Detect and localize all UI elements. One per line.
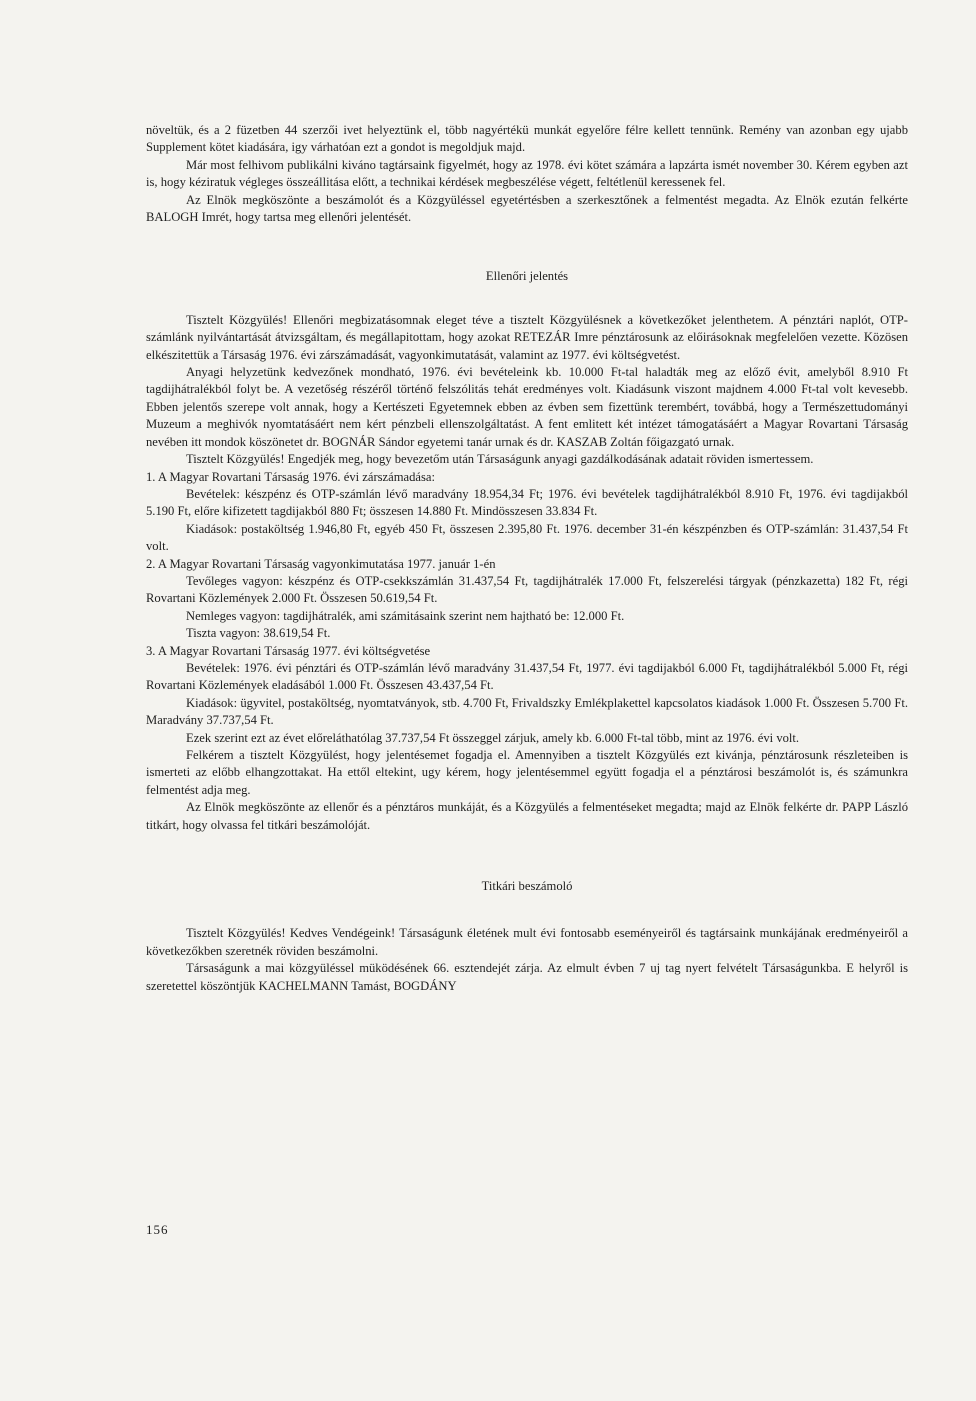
numbered-heading: 3. A Magyar Rovartani Társaság 1977. évi költségvetése bbox=[146, 643, 431, 658]
numbered-heading: 1. A Magyar Rovartani Társaság 1976. évi zárszámadása: bbox=[146, 469, 435, 484]
paragraph: Kiadások: postaköltség 1.946,80 Ft, egyéb 450 Ft, összesen 2.395,80 Ft. 1976. december 31-én készpénzben és OTP-számlán: 31.437,54 Ft volt. bbox=[146, 521, 908, 554]
paragraph: Tisztelt Közgyülés! Kedves Vendégeink! Társaságunk életének mult évi fontosabb eseményeiről és tagtársaink munkájának eredményeiről a következőkben szeretnék röviden beszámolni. bbox=[146, 926, 908, 958]
section-title-ellenori-jelentes: Ellenőri jelentés bbox=[485, 269, 569, 284]
numbered-heading: 2. A Magyar Rovartani Társaság vagyonkimutatása 1977. január 1-én bbox=[146, 556, 496, 571]
page-body bbox=[146, 122, 908, 995]
paragraph: Az Elnök megköszönte a beszámolót és a Közgyüléssel egyetértésben a szerkesztőnek a felmentést megadta. Az Elnök ezután felkérte BALOGH Imrét, hogy tartsa meg ellenőri jelentését. bbox=[146, 192, 908, 225]
paragraph: Bevételek: 1976. évi pénztári és OTP-számlán lévő maradvány 31.437,54 Ft, 1977. évi tagdijakból 6.000 Ft, tagdijhátralékból 5.000 Ft, régi Rovartani Közlemények eladásából 1.000 Ft. Összesen 43.437,54 Ft. bbox=[146, 660, 908, 693]
paragraph: Az Elnök megköszönte az ellenőr és a pénztáros munkáját, és a Közgyülés a felmentéseket megadta; majd az Elnök felkérte dr. PAPP László titkárt, hogy olvassa fel titkári beszámolóját. bbox=[146, 800, 908, 832]
paragraph: Felkérem a tisztelt Közgyülést, hogy jelentésemet fogadja el. Amennyiben a tisztelt Közgyülés ezt kivánja, pénztárosunk részleteiben is ismerteti az előbb elhangzottakat. Ha ettől eltekint, ugy kérem, hogy jelentésemmel együtt fogadja el a pénztárosi beszámolót is, és számunkra felmentést adja meg. bbox=[146, 748, 908, 797]
paragraph: Már most felhivom publikálni kiváno tagtársaink figyelmét, hogy az 1978. évi kötet számára a lapzárta ismét november 30. Kérem egyben azt is, hogy kéziratuk végleges összeállitása előtt, a technikai kérdések megbeszélése végett, feltétlenül keressenek fel. bbox=[146, 157, 908, 190]
paragraph: Tiszta vagyon: 38.619,54 Ft. bbox=[186, 626, 331, 641]
paragraph: növeltük, és a 2 füzetben 44 szerzői ivet helyeztünk el, több nagyértékü munkát egyelőre félre kellett tennünk. Remény van azonban egy ujabb Supplement kötet kiadására, igy várhatóan ezt a gondot is megoldjuk majd. bbox=[146, 123, 908, 155]
paragraph: Nemleges vagyon: tagdijhátralék, ami számitásaink szerint nem hajtható be: 12.000 Ft. bbox=[186, 608, 625, 623]
paragraph: Kiadások: ügyvitel, postaköltség, nyomtatványok, stb. 4.700 Ft, Frivaldszky Emlékplakettel kapcsolatos kiadások 1.000 Ft. Összesen 5.700 Ft. Maradvány 37.737,54 Ft. bbox=[146, 695, 908, 728]
paragraph: Bevételek: készpénz és OTP-számlán lévő maradvány 18.954,34 Ft; 1976. évi bevételek tagdijhátralékból 8.910 Ft, 1976. évi tagdijakból 5.190 Ft, előre kifizetett tagdijakból 880 Ft; összesen 14.880 Ft. Mindösszesen 33.834 Ft. bbox=[146, 486, 908, 519]
section-title-titkari-beszamolo: Titkári beszámoló bbox=[481, 879, 573, 894]
paragraph: Ezek szerint ezt az évet előreláthatólag 37.737,54 Ft összeggel zárjuk, amely kb. 6.000 Ft-tal több, mint az 1976. évi volt. bbox=[186, 730, 800, 745]
paragraph: Társaságunk a mai közgyüléssel müködésének 66. esztendejét zárja. Az elmult évben 7 uj tag nyert felvételt Társaságunkba. E helyről is szeretettel köszöntjük KACHELMANN Tamást, BOGDÁNY bbox=[146, 961, 908, 993]
page-number: 156 bbox=[146, 1222, 169, 1237]
paragraph: Tisztelt Közgyülés! Engedjék meg, hogy bevezetőm után Társaságunk anyagi gazdálkodásának adatait röviden ismertessem. bbox=[186, 452, 814, 467]
paragraph: Tevőleges vagyon: készpénz és OTP-csekkszámlán 31.437,54 Ft, tagdijhátralék 17.000 Ft, felszerelési tárgyak (pénzkazetta) 182 Ft, régi Rovartani Közlemények 2.000 Ft. Összesen 50.619,54 Ft. bbox=[146, 573, 908, 606]
paragraph: Anyagi helyzetünk kedvezőnek mondható, 1976. évi bevételeink kb. 10.000 Ft-tal haladták meg az előző évit, amelyből 8.910 Ft tagdijhátralékból folyt be. A vezetőség részéről történő felszólitás tehát eredményes volt. Kiadásunk viszont majdnem 4.000 Ft-tal volt kevesebb. Ebben jelentős szerepe volt annak, hogy a Kertészeti Egyetemnek ebben az évben sem fizettünk terembért, továbbá, hogy a Természettudományi Muzeum a meghivók nyomtatásáért nem kért pénzbeli ellenszolgáltatást. A fent emlitett két intézet támogatásáért a Magyar Rovartani Társaság nevében itt mondok köszönetet dr. BOGNÁR Sándor egyetemi tanár urnak és dr. KASZAB Zoltán főigazgató urnak. bbox=[146, 365, 908, 449]
paragraph: Tisztelt Közgyülés! Ellenőri megbizatásomnak eleget téve a tisztelt Közgyülésnek a következőket jelenthetem. A pénztári naplót, OTP-számlánk nyilvántartását átvizsgáltam, és megállapitottam, hogy azokat RETEZÁR Imre pénztárosunk az előirásoknak megfelelően vezette. Közösen elkészitettük a Társaság 1976. évi zárszámadását, vagyonkimutatását, valamint az 1977. évi költségvetést. bbox=[146, 312, 908, 362]
